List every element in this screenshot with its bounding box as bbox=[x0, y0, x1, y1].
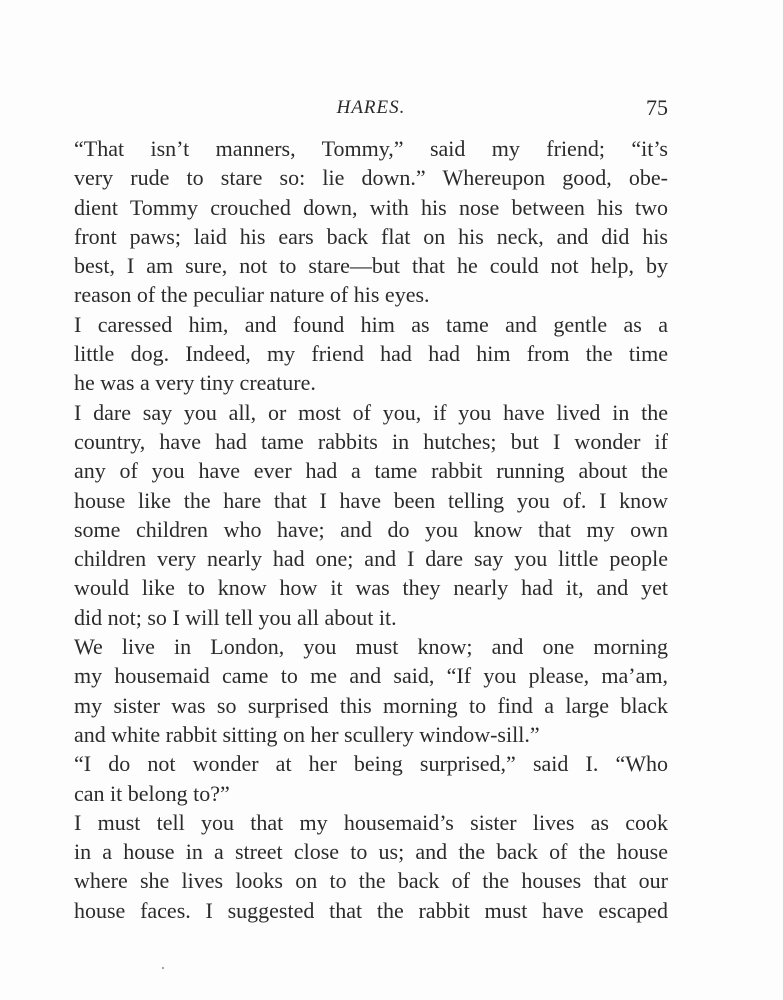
text-line: and white rabbit sitting on her scullery window-sill.” bbox=[74, 721, 540, 747]
text-line: he was a very tiny creature. bbox=[74, 370, 316, 396]
text-line: reason of the peculiar nature of his eyes. bbox=[74, 282, 430, 308]
text-line: I caressed him, and found him as tame and gentle as a bbox=[74, 311, 668, 337]
running-head: HARES. bbox=[336, 97, 406, 118]
text-line: house like the hare that I have been telling you of. I know bbox=[74, 487, 668, 513]
paragraph bbox=[74, 808, 668, 925]
text-line: very rude to stare so: lie down.” Whereupon good, obe- bbox=[74, 165, 668, 191]
body-text bbox=[74, 134, 668, 925]
paragraph bbox=[74, 310, 668, 398]
text-line: my housemaid came to me and said, “If you please, ma’am, bbox=[74, 663, 668, 689]
paragraph bbox=[74, 749, 668, 808]
page-header bbox=[74, 95, 668, 125]
text-line: front paws; laid his ears back flat on his neck, and did his bbox=[74, 223, 668, 249]
text-line: “I do not wonder at her being surprised,” said I. “Who bbox=[74, 751, 668, 777]
text-line: where she lives looks on to the back of the houses that our bbox=[74, 868, 668, 894]
text-line: my sister was so surprised this morning to find a large black bbox=[74, 692, 668, 718]
text-line: would like to know how it was they nearly had it, and yet bbox=[74, 575, 668, 601]
text-line: little dog. Indeed, my friend had had him from the time bbox=[74, 341, 668, 367]
text-line: children very nearly had one; and I dare say you little people bbox=[74, 546, 668, 572]
text-line: any of you have ever had a tame rabbit running about the bbox=[74, 458, 668, 484]
text-line: best, I am sure, not to stare—but that he could not help, by bbox=[74, 253, 668, 279]
text-line: I must tell you that my housemaid’s sister lives as cook bbox=[74, 809, 668, 835]
paragraph bbox=[74, 134, 668, 310]
paragraph bbox=[74, 632, 668, 749]
text-line: can it belong to?” bbox=[74, 780, 230, 806]
page-number: 75 bbox=[646, 95, 668, 120]
text-line: did not; so I will tell you all about it. bbox=[74, 604, 397, 630]
text-line: I dare say you all, or most of you, if you have lived in the bbox=[74, 399, 668, 425]
text-line: dient Tommy crouched down, with his nose between his two bbox=[74, 194, 668, 220]
text-line: country, have had tame rabbits in hutches; but I wonder if bbox=[74, 428, 668, 454]
text-line: We live in London, you must know; and one morning bbox=[74, 634, 668, 660]
paragraph bbox=[74, 398, 668, 632]
text-line: “That isn’t manners, Tommy,” said my friend; “it’s bbox=[74, 136, 668, 161]
text-line: in a house in a street close to us; and the back of the house bbox=[74, 839, 668, 865]
text-line: some children who have; and do you know that my own bbox=[74, 516, 668, 542]
paper-speck bbox=[162, 967, 164, 969]
text-line: house faces. I suggested that the rabbit must have escaped bbox=[74, 897, 668, 923]
